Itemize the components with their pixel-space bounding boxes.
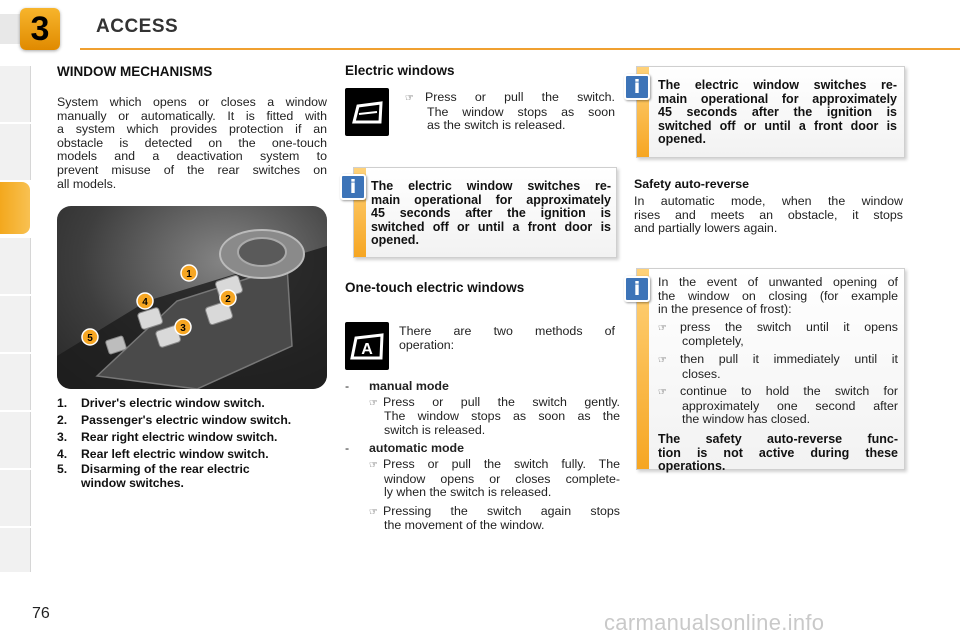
header-rule [80,48,960,50]
side-tab-8[interactable] [0,470,31,526]
frost-warning-line: operations. [658,459,726,474]
methods-text [399,325,615,352]
legend-num: 4. [57,447,68,461]
pointing-hand-icon: ☞ [658,387,667,399]
info-box-ignition [353,167,617,258]
frost-bullet-line: closes. [682,366,721,381]
auto-line: Pressing the switch again stops [383,503,620,518]
pointing-hand-icon: ☞ [658,354,667,366]
methods-line: operation: [399,337,455,352]
legend-item-1 [57,396,265,410]
frost-warning [658,433,898,474]
manual-mode-label: manual mode [369,379,449,393]
switch-glyph [345,88,389,136]
info-box-frost [636,268,905,474]
side-tab-5[interactable] [0,296,31,352]
callout-3 [175,319,191,335]
pointing-hand-icon: ☞ [369,459,378,471]
side-tab-1[interactable] [0,66,31,122]
ew-text: Press or pull the switch. [425,90,615,104]
info-line: main operational for approximately [658,91,897,106]
info-icon: i [340,174,366,200]
legend-text: Passenger's electric window switch. [81,413,292,427]
pointing-hand-icon: ☞ [369,397,378,409]
frost-line: the window on closing (for example [658,288,898,303]
callout-4-label: 4 [142,297,148,308]
manual-mode-desc [345,396,620,438]
section-heading-window-mechanisms: WINDOW MECHANISMS [57,64,213,79]
frost-warning-line: The safety auto-reverse func- [658,431,898,446]
pointing-hand-icon: ☞ [369,506,378,518]
callout-1 [181,265,197,281]
legend-item-3 [57,430,277,444]
callout-2-label: 2 [225,294,231,305]
manual-mode-item [345,380,620,394]
intro-line: a system which provides protection if an [57,122,327,137]
legend-text: Driver's electric window switch. [81,396,265,410]
window-switch-panel-photo [57,206,327,389]
ew-line [405,91,615,106]
intro-line: obstacle is detected on the one-touch [57,135,327,150]
info-line: opened. [371,233,419,248]
ew-instruction [405,91,615,133]
callout-2 [220,290,236,306]
legend-num: 5. [57,462,68,476]
auto-mode-label: automatic mode [369,441,465,456]
info-box-ignition-right [636,66,905,158]
frost-bullet-line: approximately one second after [682,398,898,413]
info-line: opened. [658,132,706,147]
auto-line: the movement of the window. [384,518,545,533]
chapter-badge[interactable]: 3 [20,8,60,50]
frost-text [658,276,898,474]
ew-line: The window stops as soon [427,104,615,119]
watermark: carmanualsonline.info [604,610,825,635]
manual-line: The window stops as soon as the [384,409,620,424]
intro-line: prevent misuse of the rear switches on [57,162,327,177]
callout-1-label: 1 [186,269,192,280]
methods-line: There are two methods of [399,324,615,338]
safety-line: rises and meets an obstacle, it stops [634,207,903,222]
legend-num: 3. [57,430,68,444]
legend-item-4 [57,447,269,461]
auto-mode-item [345,442,620,456]
auto-mode-desc [345,458,620,533]
manual-line: Press or pull the switch gently. [383,394,620,409]
dash: - [345,379,350,393]
info-line: main operational for approximately [371,192,611,207]
frost-bullet-line: continue to hold the switch for [680,384,898,399]
side-tab-7[interactable] [0,412,31,468]
callout-4 [137,293,153,309]
info-line: The electric window switches re- [371,179,611,193]
info-line: switched off or until a front door is [658,118,897,133]
intro-line: manually or automatically. It is fitted with [57,108,327,123]
info-line: switched off or until a front door is [371,219,611,234]
intro-paragraph [57,96,327,191]
ew-line: as the switch is released. [427,118,566,133]
info-line: 45 seconds after the ignition is [371,206,611,221]
svg-text:A: A [361,341,373,358]
legend-item-2 [57,413,291,427]
page-title: ACCESS [96,16,179,37]
callout-3-label: 3 [180,323,186,334]
legend-item-5 [57,462,250,476]
intro-line: System which opens or closes a window [57,95,327,109]
info-icon: i [624,74,650,100]
switch-panel-illustration [57,206,327,389]
info-box-text [371,180,611,248]
frost-warning-line: tion is not active during these [658,445,898,460]
manual-line: switch is released. [384,422,486,437]
legend-item-5-cont: window switches. [81,476,184,490]
callout-5-label: 5 [87,333,93,344]
frost-line: in the presence of frost): [658,302,792,317]
info-box-text [658,79,897,147]
pointing-hand-icon: ☞ [405,93,414,104]
auto-line: ly when the switch is released. [384,485,552,500]
pointing-hand-icon: ☞ [658,322,667,334]
legend-text: Rear left electric window switch. [81,447,269,461]
frost-bullet-line: press the switch until it opens [680,319,898,334]
legend-num: 1. [57,396,68,410]
legend-text: Disarming of the rear electric [81,462,250,476]
frost-bullet-line: then pull it immediately until it [680,351,898,366]
section-heading-one-touch: One-touch electric windows [345,280,525,295]
info-icon: i [624,276,650,302]
safety-line: In automatic mode, when the window [634,194,903,208]
legend-text: Rear right electric window switch. [81,430,278,444]
auto-line: window opens or closes complete- [384,471,620,486]
safety-line: and partially lowers again. [634,221,778,236]
section-heading-electric-windows: Electric windows [345,63,455,78]
info-line: The electric window switches re- [658,78,897,92]
auto-switch-icon [345,322,389,370]
side-tab-active[interactable] [0,182,30,234]
side-tab-6[interactable] [0,354,31,410]
auto-line: Press or pull the switch fully. The [383,456,620,471]
frost-line: In the event of unwanted opening of [658,275,898,289]
side-tab-2[interactable] [0,124,31,180]
side-tab-4[interactable] [0,238,31,294]
intro-line: models and a deactivation system to [57,149,327,164]
intro-line: all models. [57,176,117,191]
safety-paragraph [634,195,903,236]
page-number: 76 [32,605,50,622]
window-switch-icon [345,88,389,136]
auto-switch-glyph [345,322,389,370]
frost-bullet-line: completely, [682,334,744,349]
safety-heading: Safety auto-reverse [634,177,750,191]
dash: - [345,441,350,456]
legend-num: 2. [57,413,68,427]
frost-bullet-line: the window has closed. [682,412,811,427]
callout-5 [82,329,98,345]
side-tab-9[interactable] [0,528,31,572]
info-line: 45 seconds after the ignition is [658,105,897,120]
modes-list [345,380,620,533]
